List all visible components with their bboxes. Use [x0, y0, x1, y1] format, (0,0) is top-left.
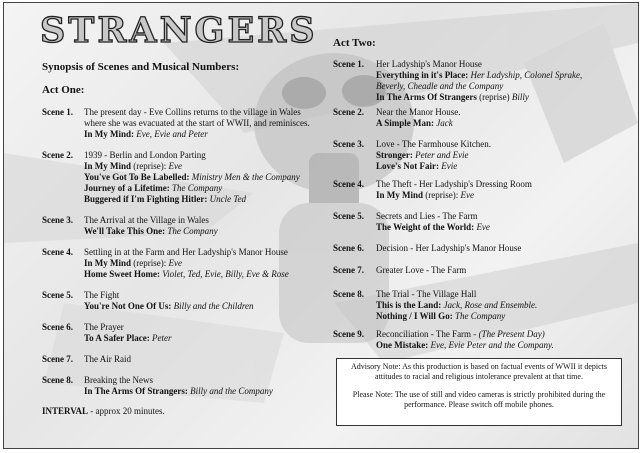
song-line — [84, 172, 332, 183]
scene-body — [84, 354, 332, 365]
scene-body — [84, 247, 332, 280]
song-cast: Eve — [476, 222, 490, 232]
song-title: In My Mind — [376, 190, 424, 200]
scene-label: Scene 8. — [42, 375, 73, 385]
scene-label: Scene 1. — [42, 107, 73, 117]
scene-item — [42, 247, 332, 280]
scene-label: Scene 6. — [42, 322, 73, 332]
scene-item — [333, 329, 625, 351]
song-title: Journey of a Lifetime: — [84, 183, 170, 193]
interval-text: - approx 20 minutes. — [88, 406, 165, 416]
scene-body — [376, 211, 625, 233]
song-title: In The Arms Of Strangers: — [84, 386, 188, 396]
scene-line — [84, 322, 332, 333]
song-cast: Billy and the Children — [173, 301, 254, 311]
song-cast: Her Ladyship, Colonel Sprake, — [470, 70, 583, 80]
scene-line — [84, 118, 332, 129]
song-note: (reprise): — [425, 190, 459, 200]
scene-description: Decision - Her Ladyship's Manor House — [376, 243, 522, 253]
song-title: You're Not One Of Us: — [84, 301, 172, 311]
song-cast: Violet, Ted, Evie, Billy, Eve & Rose — [162, 269, 289, 279]
scene-line — [376, 329, 625, 340]
scene-line — [84, 290, 332, 301]
song-cast: Eve, Evie Peter and the Company. — [430, 340, 554, 350]
scene-label: Scene 4. — [333, 179, 364, 189]
scene-line — [376, 139, 625, 150]
scene-item — [42, 290, 332, 312]
scene-line — [376, 179, 625, 190]
act-one-scene-list — [42, 107, 332, 397]
song-line — [376, 340, 625, 351]
song-cast: Eve — [168, 161, 182, 171]
scene-label: Scene 7. — [333, 265, 364, 275]
song-cast: Jack — [436, 118, 453, 128]
scene-item — [333, 179, 625, 201]
interval-note — [42, 406, 332, 417]
scene-body — [376, 243, 625, 254]
scene-line — [376, 81, 625, 92]
song-line — [376, 222, 625, 233]
scene-body — [84, 375, 332, 397]
scene-line — [84, 107, 332, 118]
song-cast: Peter and Evie — [415, 150, 469, 160]
song-cast: Eve, Evie and Peter — [136, 129, 208, 139]
scene-description: The Arrival at the Village in Wales — [84, 215, 209, 225]
advisory-box — [336, 358, 622, 426]
scene-label: Scene 9. — [333, 329, 364, 339]
scene-label: Scene 2. — [333, 107, 364, 117]
song-title: Home Sweet Home: — [84, 269, 160, 279]
scene-label: Scene 7. — [42, 354, 73, 364]
song-title: A Simple Man: — [376, 118, 435, 128]
song-title: To A Safer Place: — [84, 333, 150, 343]
programme-page — [3, 2, 639, 449]
song-note: (reprise) — [479, 92, 510, 102]
song-cast: Eve — [460, 190, 474, 200]
song-line — [376, 161, 625, 172]
scene-line — [84, 150, 332, 161]
scene-line — [376, 265, 625, 276]
scene-item — [42, 322, 332, 344]
song-line — [376, 70, 625, 81]
song-note: (reprise): — [133, 161, 167, 171]
song-line — [84, 129, 332, 140]
scene-description: Her Ladyship's Manor House — [376, 59, 482, 69]
song-cast: The Company — [171, 183, 223, 193]
act-two-heading: Act Two: — [333, 37, 376, 49]
scene-item — [333, 265, 625, 276]
song-cast: Billy and the Company — [190, 386, 273, 396]
scene-body — [84, 290, 332, 312]
song-title: In My Mind: — [84, 129, 135, 139]
scene-body — [376, 59, 625, 103]
scene-body — [376, 289, 625, 322]
song-cast: Jack, Rose and Ensemble. — [443, 300, 538, 310]
scene-label: Scene 1. — [333, 59, 364, 69]
song-line — [376, 300, 625, 311]
scene-line — [376, 107, 625, 118]
scene-line — [84, 247, 332, 258]
scene-description: The Trial - The Village Hall — [376, 289, 477, 299]
scene-description: Breaking the News — [84, 375, 153, 385]
interval-label: INTERVAL — [42, 406, 89, 416]
scene-item — [42, 375, 332, 397]
scene-item — [333, 289, 625, 322]
scene-description: Greater Love - The Farm — [376, 265, 467, 275]
scene-body — [376, 265, 625, 276]
scene-description: Love - The Farmhouse Kitchen. — [376, 139, 492, 149]
song-title: Everything in it's Place: — [376, 70, 469, 80]
song-title: In The Arms Of Strangers — [376, 92, 477, 102]
scene-label: Scene 6. — [333, 243, 364, 253]
scene-body — [376, 329, 625, 351]
song-line — [376, 311, 625, 322]
song-title: The Weight of the World: — [376, 222, 475, 232]
scene-description: 1939 - Berlin and London Parting — [84, 150, 206, 160]
scene-line — [376, 59, 625, 70]
song-line — [376, 190, 625, 201]
scene-body — [376, 139, 625, 172]
song-title: Nothing / I Will Go: — [376, 311, 453, 321]
scene-item — [333, 211, 625, 233]
scene-item — [42, 215, 332, 237]
scene-item — [333, 59, 625, 103]
scene-description: The Fight — [84, 290, 120, 300]
scene-item — [333, 139, 625, 172]
scene-line — [84, 375, 332, 386]
scene-body — [376, 107, 625, 129]
song-line — [84, 226, 332, 237]
song-line — [376, 150, 625, 161]
act-one-column — [42, 11, 332, 417]
song-line — [376, 92, 625, 103]
song-line — [84, 301, 332, 312]
song-cast: Eve — [168, 258, 182, 268]
scene-item — [42, 107, 332, 140]
scene-description: The Theft - Her Ladyship's Dressing Room — [376, 179, 532, 189]
scene-body — [84, 150, 332, 205]
song-line — [84, 269, 332, 280]
scene-item — [42, 354, 332, 365]
song-cast: Ministry Men & the Company — [191, 172, 300, 182]
scene-body — [84, 107, 332, 140]
song-title: You've Got To Be Labelled: — [84, 172, 190, 182]
scene-label: Scene 5. — [42, 290, 73, 300]
synopsis-heading: Synopsis of Scenes and Musical Numbers: — [42, 61, 240, 73]
song-line — [84, 386, 332, 397]
scene-body — [84, 215, 332, 237]
song-line — [84, 161, 332, 172]
scene-label: Scene 3. — [42, 215, 73, 225]
song-cast: The Company — [167, 226, 218, 236]
scene-body — [376, 179, 625, 201]
advisory-note: Advisory Note: As this production is based on factual events of WWII it depicts attitudes to racial and religious intolerance prevalent at that time. — [350, 362, 608, 381]
scene-label: Scene 5. — [333, 211, 364, 221]
scene-item — [333, 107, 625, 129]
song-cast: (The Present Day) — [478, 329, 545, 339]
act-one-heading: Act One: — [42, 84, 85, 96]
scene-line — [84, 215, 332, 226]
song-title: In My Mind — [84, 258, 132, 268]
song-line — [84, 183, 332, 194]
scene-label: Scene 4. — [42, 247, 73, 257]
song-title: Love's Not Fair: — [376, 161, 439, 171]
scene-description: where she was evacuated at the start of WWII, and reminisces. — [84, 118, 310, 128]
scene-description: Secrets and Lies - The Farm — [376, 211, 478, 221]
scene-description: The present day - Eve Collins returns to the village in Wales — [84, 107, 301, 117]
song-title: In My Mind — [84, 161, 132, 171]
song-title: This is the Land: — [376, 300, 442, 310]
scene-line — [376, 243, 625, 254]
song-cast: Beverly, Cheadle and the Company — [376, 81, 504, 91]
scene-item — [333, 243, 625, 254]
scene-body — [84, 322, 332, 344]
scene-item — [42, 150, 332, 205]
song-line — [376, 118, 625, 129]
scene-line — [376, 289, 625, 300]
scene-description: The Prayer — [84, 322, 124, 332]
song-line — [84, 333, 332, 344]
song-cast: Uncle Ted — [209, 194, 246, 204]
camera-note: Please Note: The use of still and video cameras is strictly prohibited during the performance. Please switch off mobile phones. — [352, 390, 606, 409]
scene-description: Reconciliation - The Farm - — [376, 329, 477, 339]
scene-label: Scene 2. — [42, 150, 73, 160]
show-title: STRANGERS — [40, 10, 318, 51]
song-title: One Mistake: — [376, 340, 429, 350]
song-title: Stronger: — [376, 150, 413, 160]
song-line — [84, 258, 332, 269]
scene-description: Near the Manor House. — [376, 107, 461, 117]
song-cast: The Company — [454, 311, 506, 321]
scene-label: Scene 8. — [333, 289, 364, 299]
scene-description: The Air Raid — [84, 354, 131, 364]
song-line — [84, 194, 332, 205]
song-cast: Billy — [511, 92, 529, 102]
scene-label: Scene 3. — [333, 139, 364, 149]
song-note: (reprise): — [133, 258, 167, 268]
scene-description: Settling in at the Farm and Her Ladyship's Manor House — [84, 247, 288, 257]
song-cast: Peter — [152, 333, 172, 343]
scene-line — [84, 354, 332, 365]
song-title: We'll Take This One: — [84, 226, 166, 236]
scene-line — [376, 211, 625, 222]
song-title: Buggered if I'm Fighting Hitler: — [84, 194, 208, 204]
song-cast: Evie — [441, 161, 458, 171]
